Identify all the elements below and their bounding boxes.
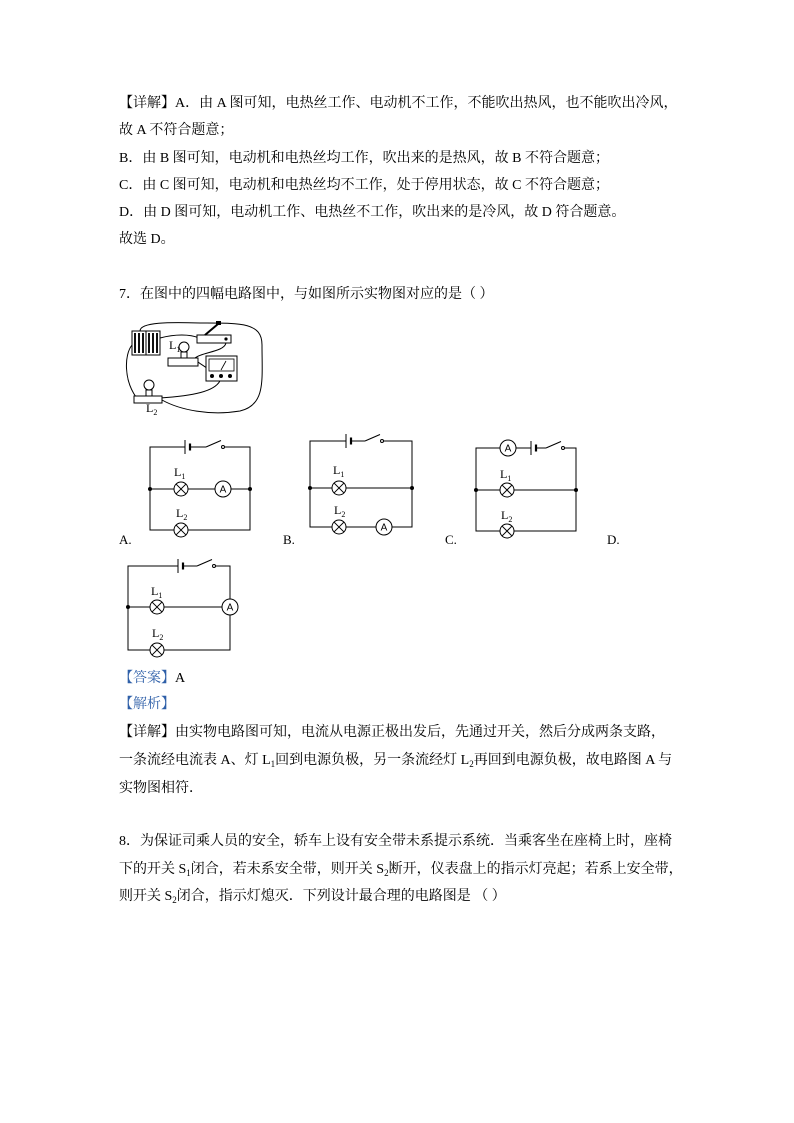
wire <box>310 441 412 527</box>
junction-dot <box>410 486 414 490</box>
label-letter: L <box>176 506 184 520</box>
circuit-diagram-b <box>308 434 414 535</box>
stem-text: 下的开关 S <box>119 862 187 877</box>
junction-dot <box>148 487 152 491</box>
bulb-glass <box>179 342 189 352</box>
label-subscript: 2 <box>341 510 346 519</box>
switch-blade <box>206 441 221 448</box>
stem-text: 闭合，若未系安全带，则开关 S <box>190 862 385 877</box>
junction-dot <box>574 488 578 492</box>
q6-explanation-line-4: C．由 C 图可知，电动机和电热丝均不工作，处于停用状态，故 C 不符合题意； <box>119 178 610 193</box>
switch-contact <box>381 440 384 443</box>
ammeter-letter: A <box>219 484 227 496</box>
subscript: 2 <box>469 759 474 769</box>
battery-symbol <box>531 441 536 455</box>
lamp-l2-symbol <box>332 520 346 534</box>
switch-symbol <box>365 435 384 443</box>
switch-blade <box>546 442 561 449</box>
bulb-l1-label <box>169 338 180 354</box>
label-letter: L <box>152 626 160 640</box>
lamp-l2-label <box>334 503 345 519</box>
ammeter-symbol <box>215 481 231 497</box>
lamp-l2-label <box>152 626 163 642</box>
option-label-c: C. <box>445 532 457 547</box>
label-letter: L <box>500 467 508 481</box>
wire <box>160 335 199 338</box>
lamp-l1-label <box>333 463 344 479</box>
lamp-l1-symbol <box>150 600 164 614</box>
label-subscript: 2 <box>159 633 164 642</box>
subscript: 1 <box>186 868 191 878</box>
switch-blade <box>365 435 380 442</box>
bulb-base <box>168 358 198 366</box>
switch-contact <box>222 446 225 449</box>
q8-stem-line-1: 8．为保证司乘人员的安全，轿车上设有安全带未系提示系统．当乘客坐在座椅上时，座椅 <box>119 834 672 849</box>
wire <box>150 447 250 530</box>
label-subscript: 1 <box>507 474 512 483</box>
battery-stripe <box>148 333 150 353</box>
ammeter-letter: A <box>226 602 234 614</box>
lamp-l1-symbol <box>174 482 188 496</box>
junction-dot <box>474 488 478 492</box>
switch-contact <box>562 447 565 450</box>
ammeter-symbol <box>376 519 392 535</box>
answer-tag: 【答案】 <box>119 671 175 686</box>
label-subscript: 1 <box>181 472 186 481</box>
ammeter-terminal <box>228 374 232 378</box>
lamp-l2-symbol <box>500 524 514 538</box>
q6-explanation-line-2: 故 A 不符合题意； <box>119 123 234 138</box>
q7-detail-line-1: 【详解】由实物电路图可知，电流从电源正极出发后，先通过开关，然后分成两条支路， <box>119 725 665 740</box>
detail-text: 一条流经电流表 A、灯 L <box>119 753 271 768</box>
ammeter-terminal <box>219 374 223 378</box>
junction-dot <box>248 487 252 491</box>
bulb-socket <box>181 352 187 358</box>
label-subscript: 2 <box>183 513 188 522</box>
bulb-glass <box>144 380 154 390</box>
battery-pack <box>132 331 160 355</box>
battery-symbol <box>185 440 190 454</box>
q6-explanation-line-6: 故选 D。 <box>119 232 175 247</box>
lamp-l2-symbol <box>150 643 164 657</box>
stem-text: 断开，仪表盘上的指示灯亮起；若系上安全带， <box>388 862 683 877</box>
detail-text: 回到电源负极，另一条流经灯 L <box>275 753 470 768</box>
bulb-l2 <box>134 380 162 403</box>
analysis-tag: 【解析】 <box>119 697 175 712</box>
ammeter-device <box>206 356 237 381</box>
lamp-l2-label <box>501 508 512 524</box>
label-subscript: 2 <box>153 408 158 417</box>
q6-explanation-line-1: 【详解】A．由 A 图可知，电热丝工作、电动机不工作，不能吹出热风，也不能吹出冷风， <box>119 96 678 111</box>
battery-stripe <box>142 333 144 353</box>
switch-terminal <box>224 337 227 340</box>
ammeter-symbol <box>222 599 238 615</box>
label-subscript: 1 <box>340 470 345 479</box>
detail-text: 再回到电源负极，故电路图 A 与 <box>473 753 673 768</box>
label-letter: L <box>146 401 154 415</box>
physical-circuit-picture <box>126 321 262 417</box>
circuit-diagram-d <box>126 559 238 657</box>
label-letter: L <box>334 503 342 517</box>
battery-symbol <box>346 434 351 448</box>
answer-value: A <box>175 671 186 686</box>
q6-explanation-line-3: B．由 B 图可知，电动机和电热丝均工作，吹出来的是热风，故 B 不符合题意； <box>119 151 610 166</box>
bulb-socket <box>146 390 152 396</box>
label-letter: L <box>333 463 341 477</box>
label-letter: L <box>174 465 182 479</box>
ammeter-symbol <box>500 440 516 456</box>
stem-text: 则开关 S <box>119 889 173 904</box>
stem-text: 闭合，指示灯熄灭．下列设计最合理的电路图是 （ ） <box>176 889 506 904</box>
lamp-l1-label <box>174 465 185 481</box>
subscript: 1 <box>270 759 276 769</box>
option-label-a: A. <box>119 532 132 547</box>
switch-contact <box>213 565 216 568</box>
circuit-diagram-a <box>148 440 252 537</box>
knife-switch <box>197 321 231 343</box>
circuit-diagram-c <box>474 440 578 538</box>
switch-symbol <box>197 560 216 568</box>
switch-handle <box>216 321 221 325</box>
option-label-b: B. <box>283 532 295 547</box>
label-letter: L <box>501 508 509 522</box>
battery-stripe <box>156 333 158 353</box>
q7-stem: 7．在图中的四幅电路图中，与如图所示实物图对应的是（ ） <box>119 287 494 302</box>
q7-detail-line-3: 实物图相符． <box>119 781 203 796</box>
switch-blade <box>205 324 218 335</box>
subscript: 2 <box>172 895 177 905</box>
switch-blade <box>197 560 212 567</box>
lamp-l2-label <box>176 506 187 522</box>
label-subscript: 2 <box>508 515 513 524</box>
lamp-l1-symbol <box>332 481 346 495</box>
lamp-l1-label <box>151 584 162 600</box>
q6-explanation-line-5: D．由 D 图可知，电动机工作、电热丝不工作，吹出来的是冷风，故 D 符合题意。 <box>119 205 626 220</box>
wire <box>476 448 576 531</box>
lamp-l1-symbol <box>500 483 514 497</box>
switch-symbol <box>206 441 225 449</box>
switch-symbol <box>546 442 565 450</box>
junction-dot <box>308 486 312 490</box>
lamp-l2-symbol <box>174 523 188 537</box>
label-subscript: 1 <box>158 591 163 600</box>
subscript: 2 <box>384 868 389 878</box>
ammeter-terminal <box>210 374 214 378</box>
ammeter-letter: A <box>380 522 388 534</box>
battery-stripe <box>152 333 154 353</box>
battery-stripe <box>134 333 136 353</box>
label-letter: L <box>151 584 159 598</box>
ammeter-letter: A <box>504 443 512 455</box>
junction-dot <box>126 605 130 609</box>
battery-symbol <box>178 559 183 573</box>
wire <box>128 566 230 650</box>
battery-stripe <box>138 333 140 353</box>
option-label-d: D. <box>607 532 620 547</box>
lamp-l1-label <box>500 467 511 483</box>
label-letter: L <box>169 338 177 352</box>
label-subscript: 1 <box>176 345 181 354</box>
